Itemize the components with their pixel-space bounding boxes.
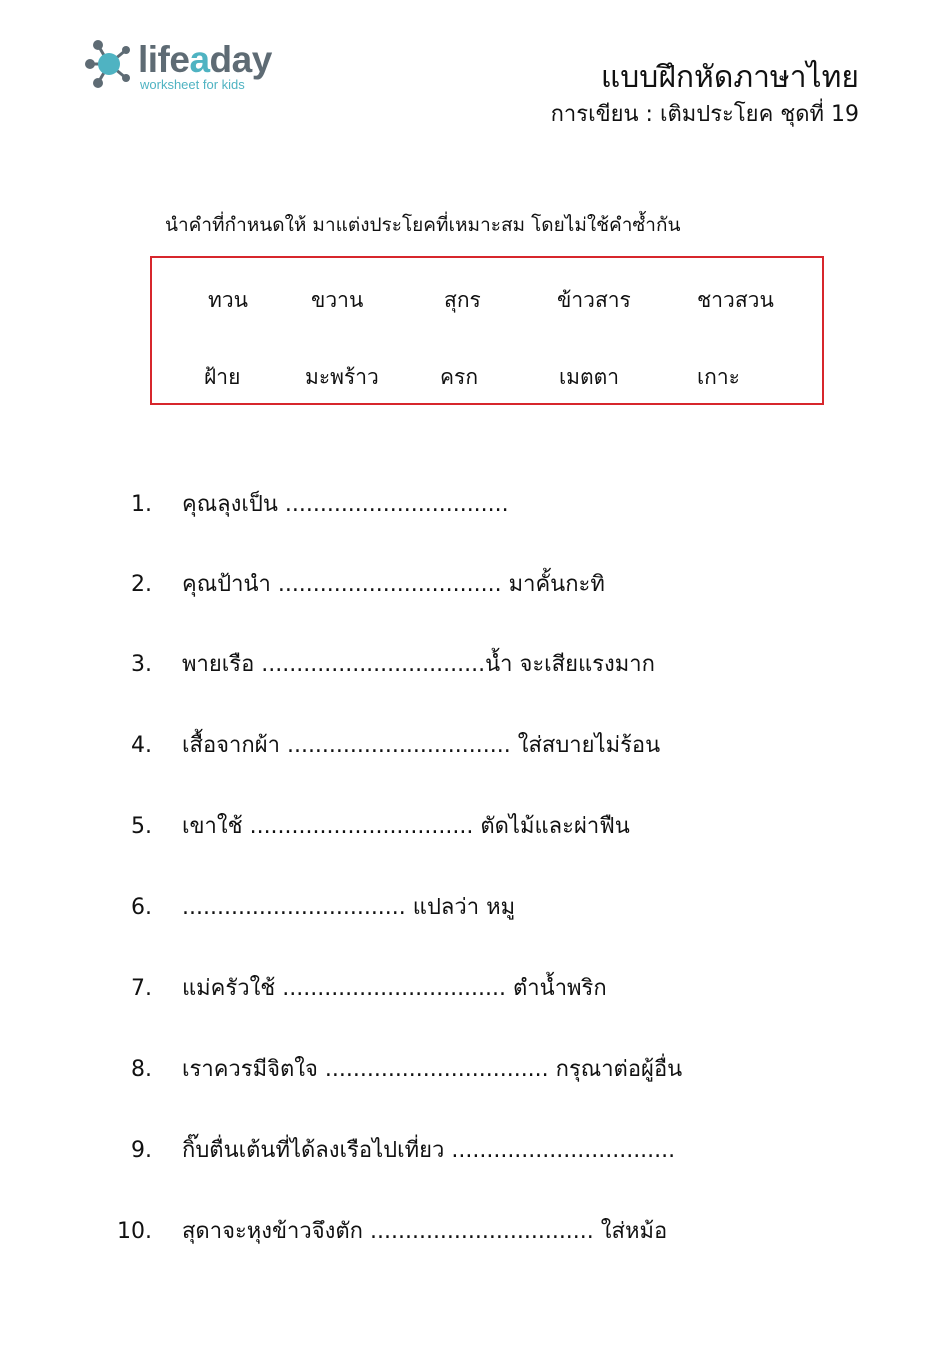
question-number: 9.: [131, 1138, 152, 1163]
word-bank-item: ทวน: [208, 288, 248, 312]
question-text: สุดาจะหุงข้าวจึงตัก ................................ ใส่หม้อ: [182, 1219, 668, 1244]
question-text: กิ๊บตื่นเต้นที่ได้ลงเรือไปเที่ยว ................................: [182, 1138, 676, 1163]
word-bank-item: เกาะ: [697, 365, 740, 389]
question-text: คุณลุงเป็น ................................: [182, 492, 509, 517]
question-text: เราควรมีจิตใจ ................................ กรุณาต่อผู้อื่น: [182, 1057, 683, 1082]
question-number: 10.: [117, 1219, 152, 1244]
logo-tagline: worksheet for kids: [140, 77, 245, 92]
question-number: 1.: [131, 492, 152, 517]
question-number: 8.: [131, 1057, 152, 1082]
word-bank-item: ครก: [440, 365, 479, 389]
logo-word-part1: life: [138, 39, 190, 80]
word-bank-item: ชาวสวน: [697, 288, 774, 312]
word-bank-item: ข้าวสาร: [557, 288, 631, 312]
question-number: 2.: [131, 572, 152, 597]
question-number: 3.: [131, 652, 152, 677]
question-text: ................................ แปลว่า หมู: [182, 895, 516, 920]
page-title: แบบฝึกหัดภาษาไทย: [600, 60, 859, 95]
question-number: 4.: [131, 733, 152, 758]
question-text: แม่ครัวใช้ ................................ ตำน้ำพริก: [182, 976, 607, 1001]
logo-word-part2: a: [189, 39, 210, 80]
logo-word-part3: day: [209, 39, 272, 80]
instruction-text: นำคำที่กำหนดให้ มาแต่งประโยคที่เหมาะสม โดยไม่ใช้คำซ้ำกัน: [165, 214, 681, 236]
question-number: 5.: [131, 814, 152, 839]
page-subtitle: การเขียน : เติมประโยค ชุดที่ 19: [550, 102, 859, 127]
question-text: เขาใช้ ................................ ตัดไม้และผ่าฟืน: [182, 814, 630, 839]
question-number: 6.: [131, 895, 152, 920]
word-bank-item: เมตตา: [559, 365, 620, 389]
logo-wordmark: [138, 40, 272, 80]
question-text: พายเรือ ................................น้ำ จะเสียแรงมาก: [182, 652, 655, 677]
word-bank-item: ขวาน: [311, 288, 364, 312]
logo: [84, 38, 284, 98]
question-number: 7.: [131, 976, 152, 1001]
word-bank-item: สุกร: [444, 288, 481, 312]
question-text: คุณป้านำ ................................ มาคั้นกะทิ: [182, 572, 605, 597]
logo-molecule-icon: [84, 38, 136, 90]
question-text: เสื้อจากผ้า ................................ ใส่สบายไม่ร้อน: [182, 733, 661, 758]
word-bank-item: มะพร้าว: [305, 365, 379, 389]
word-bank-item: ฝ้าย: [204, 365, 241, 389]
